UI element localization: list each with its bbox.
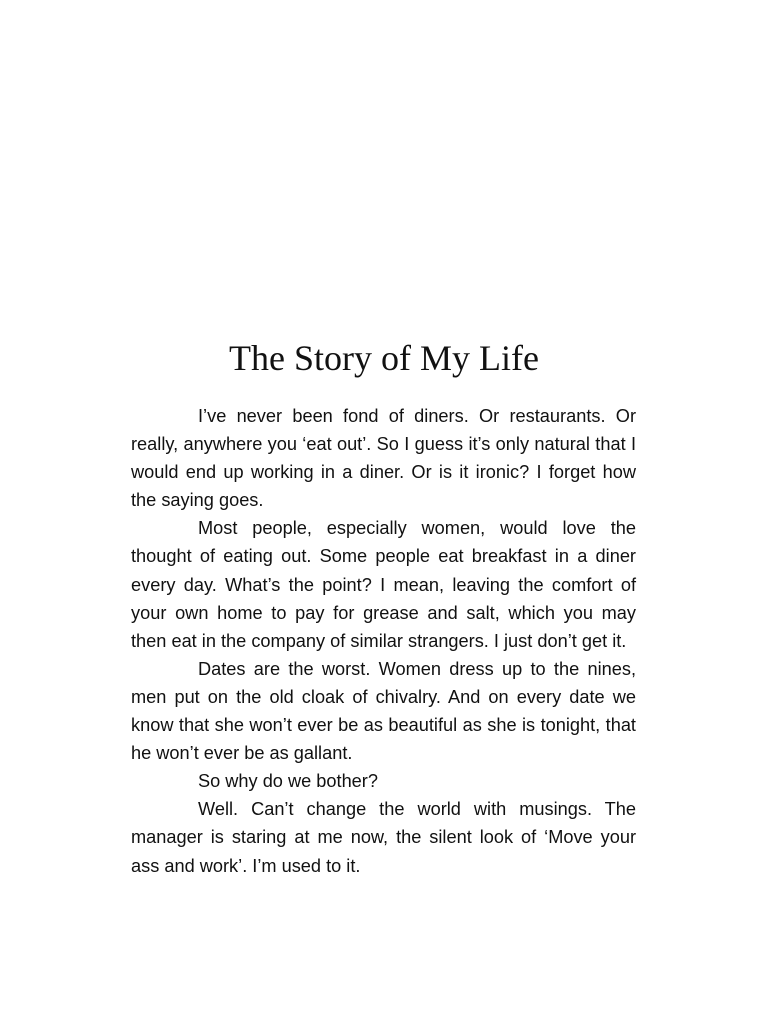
paragraph: So why do we bother?: [198, 771, 378, 792]
story-body: [131, 402, 636, 880]
paragraph: Well. Can’t change the world with musings. The manager is staring at me now, the silent look of ‘Move your ass and work’. I’m used to it.: [131, 799, 636, 876]
paragraph: Most people, especially women, would love the thought of eating out. Some people eat breakfast in a diner every day. What’s the point? I mean, leaving the comfort of your own home to pay for grease and salt, which you may then eat in the company of similar strangers. I just don’t get it.: [131, 518, 636, 651]
paragraph: Dates are the worst. Women dress up to the nines, men put on the old cloak of chivalry. And on every date we know that she won’t ever be as beautiful as she is tonight, that he won’t ever be as gallant.: [131, 658, 636, 764]
paragraph: I’ve never been fond of diners. Or restaurants. Or really, anywhere you ‘eat out’. So I guess it’s only natural that I would end up working in a diner. Or is it ironic? I forget how the saying goes.: [131, 406, 636, 511]
page-title: The Story of My Life: [229, 338, 539, 378]
